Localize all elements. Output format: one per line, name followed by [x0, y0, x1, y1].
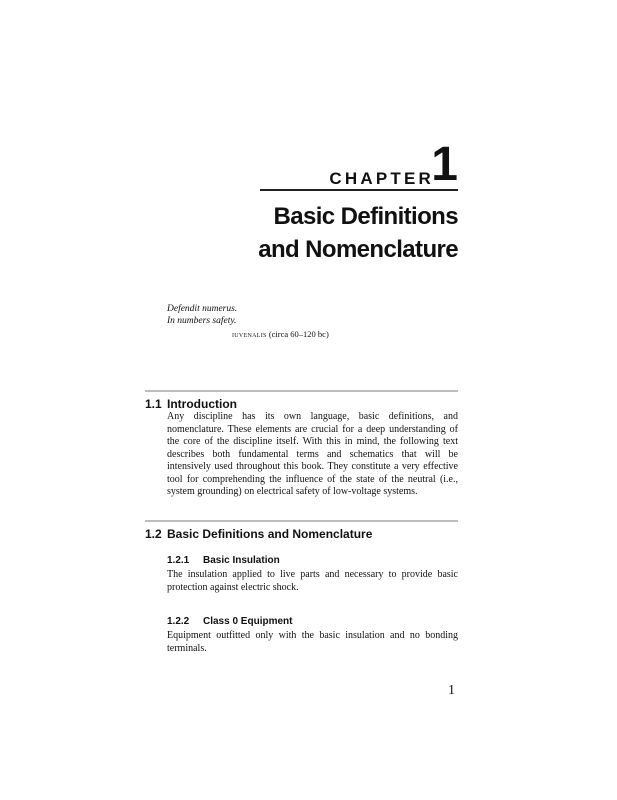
- section-number: 1.2: [145, 527, 162, 541]
- epigraph-author: iuvenalis: [232, 329, 267, 339]
- subsection-number: 1.2.1: [167, 555, 190, 566]
- section-heading-introduction: [145, 397, 237, 411]
- epigraph-translation: In numbers safety.: [167, 316, 237, 326]
- epigraph-latin: Defendit numerus.: [167, 304, 238, 314]
- page-number: 1: [448, 683, 455, 698]
- epigraph-attribution: [232, 328, 329, 340]
- chapter-title-line-1: Basic Definitions: [273, 203, 458, 230]
- section-heading-definitions: [145, 527, 372, 541]
- section-title: Basic Definitions and Nomenclature: [167, 527, 373, 541]
- subsection-title: Class 0 Equipment: [203, 616, 293, 627]
- introduction-paragraph: Any discipline has its own language, basic definitions, and nomenclature. These elements are crucial for a deep understanding of the core of the discipline itself. With this in mind, the following text describes both fundamental terms and schematics that will be intensively used throughout this book. They constitute a very effective tool for comprehending the influence of the state of the neutral (i.e., system grounding) on electrical safety of low-voltage systems.: [167, 411, 458, 497]
- epigraph: [167, 303, 329, 340]
- subsection-heading-basic-insulation: [167, 555, 280, 567]
- basic-insulation-paragraph: The insulation applied to live parts and necessary to provide basic protection against electric shock.: [167, 569, 458, 593]
- section-title: Introduction: [167, 397, 237, 411]
- chapter-number: 1: [431, 138, 458, 191]
- epigraph-date: (circa 60–120 bc): [268, 329, 329, 339]
- section-divider: [145, 520, 458, 522]
- chapter-label: CHAPTER: [329, 169, 434, 188]
- subsection-number: 1.2.2: [167, 616, 190, 627]
- subsection-title: Basic Insulation: [203, 555, 280, 566]
- section-number: 1.1: [145, 397, 162, 411]
- chapter-divider: [260, 189, 458, 191]
- section-divider: [145, 390, 458, 392]
- chapter-title: [198, 200, 458, 266]
- chapter-title-line-2: and Nomenclature: [258, 236, 458, 263]
- class-0-equipment-paragraph: Equipment outfitted only with the basic insulation and no bonding terminals.: [167, 630, 458, 654]
- subsection-heading-class-0-equipment: [167, 616, 292, 628]
